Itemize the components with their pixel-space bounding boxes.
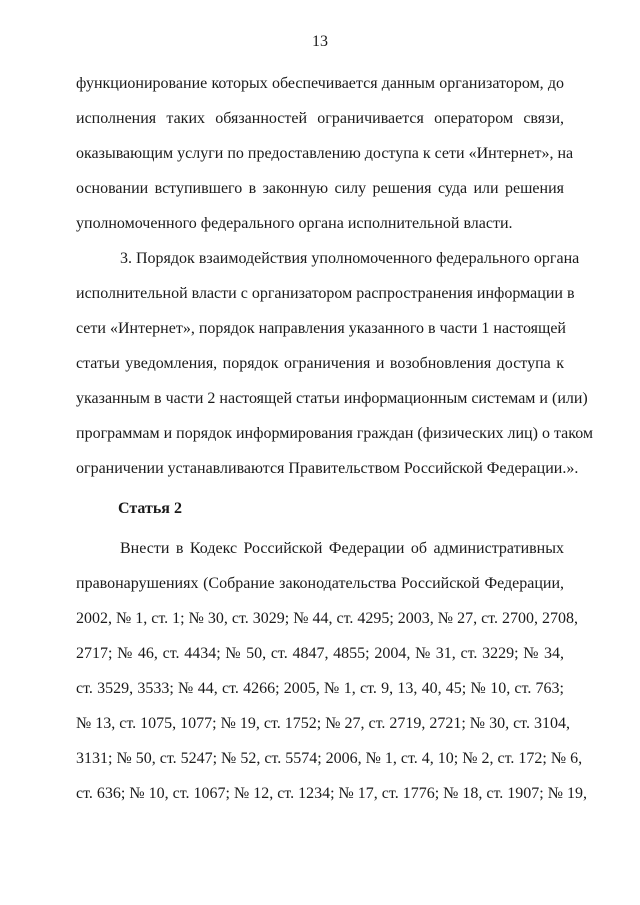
text-line: ограничении устанавливаются Правительством Российской Федерации.». bbox=[76, 460, 579, 477]
text-line: 2717; № 46, ст. 4434; № 50, ст. 4847, 4855; 2004, № 31, ст. 3229; № 34, bbox=[76, 645, 564, 662]
document-body bbox=[76, 66, 594, 811]
text-line: оказывающим услуги по предоставлению доступа к сети «Интернет», на bbox=[76, 145, 574, 162]
text-line: № 13, ст. 1075, 1077; № 19, ст. 1752; № 27, ст. 2719, 2721; № 30, ст. 3104, bbox=[76, 715, 570, 732]
text-line: статьи уведомления, порядок ограничения и возобновления доступа к bbox=[76, 355, 564, 372]
text-line: ст. 3529, 3533; № 44, ст. 4266; 2005, № 1, ст. 9, 13, 40, 45; № 10, ст. 763; bbox=[76, 680, 564, 697]
article-heading: Статья 2 bbox=[118, 500, 182, 517]
text-line: правонарушениях (Собрание законодательства Российской Федерации, bbox=[76, 575, 564, 592]
text-line: уполномоченного федерального органа исполнительной власти. bbox=[76, 215, 513, 232]
paragraph-continuation bbox=[76, 66, 574, 241]
text-line: 3. Порядок взаимодействия уполномоченного федерального органа bbox=[120, 250, 580, 267]
text-line: ст. 636; № 10, ст. 1067; № 12, ст. 1234; № 17, ст. 1776; № 18, ст. 1907; № 19, bbox=[76, 785, 588, 802]
text-line: 2002, № 1, ст. 1; № 30, ст. 3029; № 44, ст. 4295; 2003, № 27, ст. 2700, 2708, bbox=[76, 610, 578, 627]
text-line: сети «Интернет», порядок направления указанного в части 1 настоящей bbox=[76, 320, 566, 337]
text-line: функционирование которых обеспечивается данным организатором, до bbox=[76, 75, 564, 92]
text-line: указанным в части 2 настоящей статьи информационным системам и (или) bbox=[76, 390, 588, 407]
text-line: программам и порядок информирования граждан (физических лиц) о таком bbox=[76, 425, 594, 442]
text-line: основании вступившего в законную силу решения суда или решения bbox=[76, 180, 564, 197]
article-paragraph bbox=[76, 531, 588, 811]
text-line: 3131; № 50, ст. 5247; № 52, ст. 5574; 2006, № 1, ст. 4, 10; № 2, ст. 172; № 6, bbox=[76, 750, 583, 767]
text-line: исполнения таких обязанностей ограничивается оператором связи, bbox=[76, 110, 564, 127]
paragraph-item-3 bbox=[76, 241, 594, 486]
text-line: Внести в Кодекс Российской Федерации об административных bbox=[120, 540, 564, 557]
page-number: 13 bbox=[312, 33, 328, 50]
text-line: исполнительной власти с организатором распространения информации в bbox=[76, 285, 575, 302]
